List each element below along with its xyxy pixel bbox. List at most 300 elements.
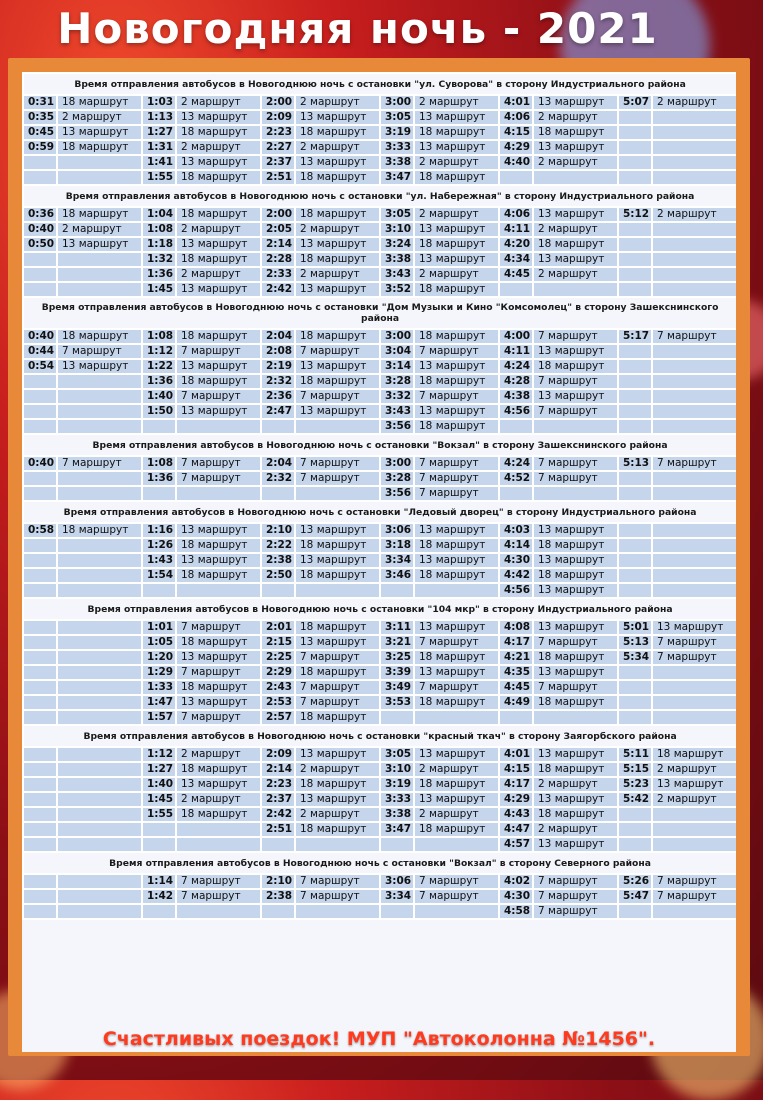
departure-time: 3:38 [380, 155, 414, 170]
table-row [23, 777, 736, 792]
route-number: 13 маршрут [295, 792, 380, 807]
route-number: 7 маршрут [176, 456, 261, 471]
route-number [295, 837, 380, 852]
departure-time: 1:31 [142, 140, 176, 155]
route-number [652, 583, 736, 598]
departure-time: 2:04 [261, 329, 295, 344]
route-number [57, 695, 142, 710]
route-number: 13 маршрут [295, 747, 380, 762]
departure-time [261, 486, 295, 501]
route-number [176, 583, 261, 598]
departure-time: 2:23 [261, 125, 295, 140]
route-number: 7 маршрут [295, 344, 380, 359]
departure-time: 2:37 [261, 792, 295, 807]
departure-time: 4:24 [499, 456, 533, 471]
departure-time: 2:23 [261, 777, 295, 792]
table-row [23, 583, 736, 598]
route-number: 2 маршрут [533, 110, 618, 125]
route-number [652, 222, 736, 237]
route-number: 2 маршрут [414, 267, 499, 282]
section-header: Время отправления автобусов в Новогоднюю ночь с остановки "Ледовый дворец" в сторону Индустриального района [23, 501, 736, 523]
departure-time [618, 155, 652, 170]
route-number: 2 маршрут [533, 155, 618, 170]
departure-time [618, 125, 652, 140]
route-number: 18 маршрут [533, 695, 618, 710]
departure-time [618, 374, 652, 389]
departure-time: 4:29 [499, 792, 533, 807]
departure-time: 1:42 [142, 889, 176, 904]
departure-time: 2:37 [261, 155, 295, 170]
section-header: Время отправления автобусов в Новогоднюю ночь с остановки "Вокзал" в сторону Северного района [23, 852, 736, 874]
route-number [533, 710, 618, 725]
route-number: 18 маршрут [414, 170, 499, 185]
departure-time: 4:35 [499, 665, 533, 680]
departure-time: 1:54 [142, 568, 176, 583]
table-row [23, 889, 736, 904]
route-number: 7 маршрут [414, 680, 499, 695]
route-number: 13 маршрут [414, 404, 499, 419]
departure-time: 0:40 [23, 456, 57, 471]
departure-time: 1:13 [142, 110, 176, 125]
departure-time: 5:26 [618, 874, 652, 889]
departure-time: 2:42 [261, 807, 295, 822]
route-number [652, 486, 736, 501]
departure-time [23, 389, 57, 404]
departure-time: 3:56 [380, 419, 414, 434]
departure-time: 0:45 [23, 125, 57, 140]
route-number: 18 маршрут [57, 207, 142, 222]
route-number: 7 маршрут [295, 471, 380, 486]
route-number [57, 889, 142, 904]
departure-time [618, 359, 652, 374]
departure-time [142, 486, 176, 501]
route-number: 13 маршрут [533, 344, 618, 359]
departure-time [261, 419, 295, 434]
departure-time: 0:54 [23, 359, 57, 374]
page-title: Новогодняя ночь - 2021 [57, 4, 658, 53]
route-number: 2 маршрут [414, 95, 499, 110]
departure-time: 5:15 [618, 762, 652, 777]
departure-time [23, 695, 57, 710]
route-number: 18 маршрут [57, 523, 142, 538]
departure-time: 4:56 [499, 404, 533, 419]
table-row [23, 710, 736, 725]
departure-time [23, 710, 57, 725]
route-number: 13 маршрут [533, 95, 618, 110]
departure-time: 4:42 [499, 568, 533, 583]
route-number: 13 маршрут [57, 125, 142, 140]
departure-time [618, 404, 652, 419]
route-number [57, 710, 142, 725]
route-number: 7 маршрут [414, 874, 499, 889]
route-number: 18 маршрут [414, 822, 499, 837]
route-number [652, 538, 736, 553]
departure-time: 2:09 [261, 747, 295, 762]
route-number [652, 419, 736, 434]
route-number: 13 маршрут [414, 110, 499, 125]
route-number [57, 389, 142, 404]
departure-time [23, 404, 57, 419]
departure-time: 3:19 [380, 125, 414, 140]
route-number: 7 маршрут [176, 620, 261, 635]
departure-time: 3:47 [380, 822, 414, 837]
route-number: 13 маршрут [533, 523, 618, 538]
departure-time: 4:17 [499, 777, 533, 792]
departure-time: 1:12 [142, 344, 176, 359]
departure-time [23, 807, 57, 822]
route-number [295, 486, 380, 501]
departure-time: 2:04 [261, 456, 295, 471]
route-number: 13 маршрут [295, 359, 380, 374]
departure-time: 1:32 [142, 252, 176, 267]
route-number [414, 837, 499, 852]
table-row [23, 252, 736, 267]
departure-time [23, 620, 57, 635]
route-number [57, 665, 142, 680]
route-number: 7 маршрут [652, 329, 736, 344]
departure-time: 0:58 [23, 523, 57, 538]
departure-time [618, 110, 652, 125]
departure-time: 1:08 [142, 329, 176, 344]
route-number [652, 374, 736, 389]
route-number: 2 маршрут [414, 762, 499, 777]
route-number: 18 маршрут [295, 568, 380, 583]
departure-time [142, 837, 176, 852]
departure-time [23, 747, 57, 762]
departure-time: 3:10 [380, 762, 414, 777]
departure-time: 4:20 [499, 237, 533, 252]
route-number: 7 маршрут [652, 456, 736, 471]
table-row [23, 389, 736, 404]
departure-time: 0:50 [23, 237, 57, 252]
departure-time: 3:10 [380, 222, 414, 237]
route-number: 18 маршрут [414, 125, 499, 140]
route-number: 18 маршрут [176, 807, 261, 822]
departure-time: 2:00 [261, 207, 295, 222]
route-number: 13 маршрут [176, 650, 261, 665]
route-number [652, 404, 736, 419]
departure-time: 4:06 [499, 110, 533, 125]
departure-time: 2:14 [261, 237, 295, 252]
departure-time: 3:43 [380, 267, 414, 282]
departure-time: 2:08 [261, 344, 295, 359]
departure-time: 4:03 [499, 523, 533, 538]
route-number: 2 маршрут [533, 822, 618, 837]
route-number: 2 маршрут [176, 222, 261, 237]
departure-time: 3:34 [380, 553, 414, 568]
route-number: 7 маршрут [414, 889, 499, 904]
departure-time [23, 155, 57, 170]
departure-time: 4:40 [499, 155, 533, 170]
route-number [57, 650, 142, 665]
route-number [57, 904, 142, 919]
departure-time: 5:17 [618, 329, 652, 344]
departure-time: 4:02 [499, 874, 533, 889]
route-number: 13 маршрут [414, 747, 499, 762]
departure-time: 3:43 [380, 404, 414, 419]
route-number: 18 маршрут [176, 125, 261, 140]
departure-time: 3:00 [380, 456, 414, 471]
departure-time: 2:14 [261, 762, 295, 777]
route-number: 2 маршрут [295, 95, 380, 110]
departure-time: 1:29 [142, 665, 176, 680]
departure-time: 4:17 [499, 635, 533, 650]
route-number: 18 маршрут [295, 170, 380, 185]
table-row [23, 837, 736, 852]
departure-time: 5:07 [618, 95, 652, 110]
table-row [23, 553, 736, 568]
route-number: 2 маршрут [176, 747, 261, 762]
route-number [57, 762, 142, 777]
route-number: 13 маршрут [533, 747, 618, 762]
route-number: 7 маршрут [176, 874, 261, 889]
departure-time: 3:24 [380, 237, 414, 252]
departure-time [23, 170, 57, 185]
departure-time [618, 568, 652, 583]
route-number [57, 538, 142, 553]
route-number: 18 маршрут [295, 252, 380, 267]
table-row [23, 904, 736, 919]
departure-time [618, 583, 652, 598]
departure-time [618, 237, 652, 252]
departure-time: 0:40 [23, 222, 57, 237]
departure-time: 4:00 [499, 329, 533, 344]
departure-time: 3:05 [380, 110, 414, 125]
route-number [414, 710, 499, 725]
departure-time [618, 170, 652, 185]
departure-time: 1:43 [142, 553, 176, 568]
route-number [57, 155, 142, 170]
section-header-row [23, 434, 736, 456]
departure-time [23, 680, 57, 695]
table-row [23, 456, 736, 471]
table-row [23, 419, 736, 434]
departure-time: 1:01 [142, 620, 176, 635]
route-number [652, 680, 736, 695]
route-number: 13 маршрут [533, 140, 618, 155]
departure-time: 4:30 [499, 553, 533, 568]
departure-time: 4:08 [499, 620, 533, 635]
departure-time: 4:34 [499, 252, 533, 267]
route-number: 13 маршрут [652, 620, 736, 635]
route-number [57, 807, 142, 822]
departure-time: 3:34 [380, 889, 414, 904]
departure-time [23, 267, 57, 282]
section-header-row [23, 501, 736, 523]
departure-time [618, 553, 652, 568]
route-number: 18 маршрут [295, 710, 380, 725]
route-number: 7 маршрут [652, 889, 736, 904]
route-number: 7 маршрут [295, 695, 380, 710]
departure-time: 1:27 [142, 125, 176, 140]
route-number: 7 маршрут [414, 635, 499, 650]
departure-time: 2:10 [261, 523, 295, 538]
route-number: 13 маршрут [652, 777, 736, 792]
route-number [176, 419, 261, 434]
table-row [23, 267, 736, 282]
departure-time [23, 419, 57, 434]
route-number: 13 маршрут [176, 237, 261, 252]
route-number [652, 837, 736, 852]
route-number: 18 маршрут [176, 374, 261, 389]
route-number: 2 маршрут [176, 95, 261, 110]
route-number: 2 маршрут [414, 155, 499, 170]
route-number: 18 маршрут [295, 329, 380, 344]
departure-time: 2:00 [261, 95, 295, 110]
route-number: 18 маршрут [295, 665, 380, 680]
section-header-row [23, 852, 736, 874]
departure-time: 4:24 [499, 359, 533, 374]
departure-time [23, 471, 57, 486]
route-number: 18 маршрут [295, 822, 380, 837]
departure-time: 2:42 [261, 282, 295, 297]
route-number: 7 маршрут [176, 344, 261, 359]
departure-time: 3:38 [380, 807, 414, 822]
departure-time: 4:21 [499, 650, 533, 665]
departure-time [618, 837, 652, 852]
route-number: 7 маршрут [414, 456, 499, 471]
departure-time: 3:47 [380, 170, 414, 185]
departure-time [618, 140, 652, 155]
route-number [652, 710, 736, 725]
route-number: 13 маршрут [533, 389, 618, 404]
departure-time: 1:14 [142, 874, 176, 889]
departure-time: 2:27 [261, 140, 295, 155]
departure-time: 5:42 [618, 792, 652, 807]
route-number: 2 маршрут [176, 792, 261, 807]
route-number [652, 822, 736, 837]
departure-time: 4:15 [499, 125, 533, 140]
table-row [23, 807, 736, 822]
departure-time: 2:50 [261, 568, 295, 583]
departure-time: 2:25 [261, 650, 295, 665]
route-number [533, 170, 618, 185]
departure-time: 1:22 [142, 359, 176, 374]
departure-time: 2:29 [261, 665, 295, 680]
route-number: 2 маршрут [295, 762, 380, 777]
departure-time: 3:32 [380, 389, 414, 404]
route-number [57, 792, 142, 807]
departure-time: 1:41 [142, 155, 176, 170]
section-header: Время отправления автобусов в Новогоднюю ночь с остановки "Дом Музыки и Кино "Комсомолец" в сторону Зашекснинского района [23, 297, 736, 329]
table-row [23, 329, 736, 344]
route-number [57, 419, 142, 434]
departure-time [618, 419, 652, 434]
route-number [57, 374, 142, 389]
departure-time [23, 837, 57, 852]
departure-time: 3:38 [380, 252, 414, 267]
route-number: 18 маршрут [176, 538, 261, 553]
route-number: 7 маршрут [176, 710, 261, 725]
departure-time: 3:53 [380, 695, 414, 710]
route-number: 18 маршрут [176, 568, 261, 583]
table-row [23, 680, 736, 695]
departure-time [261, 837, 295, 852]
departure-time: 2:57 [261, 710, 295, 725]
departure-time [380, 904, 414, 919]
departure-time: 1:12 [142, 747, 176, 762]
departure-time: 2:51 [261, 822, 295, 837]
departure-time [499, 710, 533, 725]
route-number [652, 904, 736, 919]
route-number: 18 маршрут [414, 695, 499, 710]
table-row [23, 822, 736, 837]
route-number [295, 583, 380, 598]
route-number: 18 маршрут [533, 237, 618, 252]
table-row [23, 538, 736, 553]
route-number: 18 маршрут [176, 635, 261, 650]
departure-time [618, 282, 652, 297]
route-number [57, 282, 142, 297]
route-number: 13 маршрут [533, 583, 618, 598]
route-number [57, 568, 142, 583]
route-number: 13 маршрут [295, 553, 380, 568]
route-number: 18 маршрут [176, 252, 261, 267]
departure-time [142, 822, 176, 837]
departure-time: 1:45 [142, 792, 176, 807]
route-number [414, 583, 499, 598]
route-number: 7 маршрут [414, 389, 499, 404]
table-row [23, 792, 736, 807]
route-number: 7 маршрут [295, 389, 380, 404]
departure-time [618, 471, 652, 486]
route-number: 2 маршрут [295, 807, 380, 822]
departure-time: 2:28 [261, 252, 295, 267]
departure-time [618, 222, 652, 237]
route-number: 18 маршрут [533, 359, 618, 374]
section-header-row [23, 297, 736, 329]
departure-time: 2:09 [261, 110, 295, 125]
departure-time: 3:18 [380, 538, 414, 553]
route-number: 13 маршрут [414, 252, 499, 267]
departure-time: 2:38 [261, 553, 295, 568]
route-number: 13 маршрут [414, 222, 499, 237]
route-number [57, 747, 142, 762]
departure-time: 1:45 [142, 282, 176, 297]
section-header: Время отправления автобусов в Новогоднюю ночь с остановки "Вокзал" в сторону Зашекснинского района [23, 434, 736, 456]
departure-time [23, 635, 57, 650]
departure-time: 0:59 [23, 140, 57, 155]
departure-time [23, 538, 57, 553]
route-number: 13 маршрут [176, 523, 261, 538]
route-number [652, 359, 736, 374]
route-number: 13 маршрут [176, 404, 261, 419]
departure-time: 1:05 [142, 635, 176, 650]
route-number [57, 874, 142, 889]
route-number: 13 маршрут [533, 665, 618, 680]
route-number [652, 471, 736, 486]
route-number: 2 маршрут [57, 222, 142, 237]
route-number: 7 маршрут [295, 650, 380, 665]
route-number: 2 маршрут [57, 110, 142, 125]
route-number: 18 маршрут [176, 170, 261, 185]
departure-time: 3:00 [380, 95, 414, 110]
departure-time: 3:06 [380, 874, 414, 889]
route-number [652, 389, 736, 404]
route-number: 13 маршрут [176, 777, 261, 792]
departure-time [261, 583, 295, 598]
departure-time: 5:12 [618, 207, 652, 222]
departure-time: 5:13 [618, 635, 652, 650]
departure-time: 4:11 [499, 344, 533, 359]
route-number: 18 маршрут [57, 329, 142, 344]
route-number: 7 маршрут [57, 344, 142, 359]
departure-time: 1:26 [142, 538, 176, 553]
route-number: 2 маршрут [652, 207, 736, 222]
departure-time: 4:38 [499, 389, 533, 404]
route-number: 2 маршрут [652, 792, 736, 807]
departure-time: 4:52 [499, 471, 533, 486]
